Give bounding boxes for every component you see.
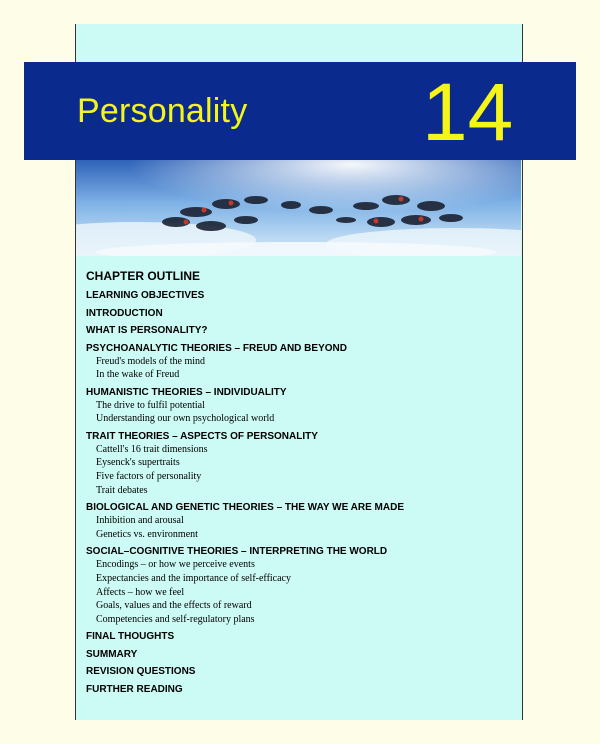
outline-section xyxy=(86,307,506,320)
outline-section xyxy=(86,342,506,382)
outline-subsection[interactable]: Eysenck's supertraits xyxy=(96,457,180,469)
outline-section-title[interactable]: WHAT IS PERSONALITY? xyxy=(86,325,208,336)
outline-section xyxy=(86,324,506,337)
outline-section xyxy=(86,648,506,661)
outline-section-title[interactable]: FINAL THOUGHTS xyxy=(86,631,175,643)
outline-section-title[interactable]: LEARNING OBJECTIVES xyxy=(86,290,205,301)
outline-subsection[interactable]: In the wake of Freud xyxy=(96,369,180,381)
outline-subsection[interactable]: Genetics vs. environment xyxy=(96,528,198,540)
outline-section-title[interactable]: INTRODUCTION xyxy=(86,307,163,319)
outline-section-title[interactable]: BIOLOGICAL AND GENETIC THEORIES – THE WAY WE ARE MADE xyxy=(86,502,404,514)
outline-section-title[interactable]: HUMANISTIC THEORIES – INDIVIDUALITY xyxy=(86,386,287,398)
outline-subsection[interactable]: Freud's models of the mind xyxy=(96,355,206,367)
outline-subsection[interactable]: Competencies and self-regulatory plans xyxy=(96,613,255,625)
outline-section xyxy=(86,545,506,626)
outline-section xyxy=(86,630,506,643)
outline-section-title[interactable]: SUMMARY xyxy=(86,648,138,660)
outline-section xyxy=(86,386,506,426)
outline-subsection[interactable]: Understanding our own psychological world xyxy=(96,413,275,425)
outline-heading: CHAPTER OUTLINE xyxy=(86,269,200,283)
outline-section xyxy=(86,665,506,678)
outline-subsection[interactable]: Trait debates xyxy=(96,484,148,496)
hero-photo xyxy=(76,160,521,256)
outline-section xyxy=(86,289,506,302)
outline-subsection[interactable]: Inhibition and arousal xyxy=(96,515,184,527)
outline-subsection[interactable]: Expectancies and the importance of self-efficacy xyxy=(96,573,291,585)
outline-subsection[interactable]: Encodings – or how we perceive events xyxy=(96,559,255,571)
outline-section-title[interactable]: PSYCHOANALYTIC THEORIES – FREUD AND BEYOND xyxy=(86,342,347,354)
chapter-number: 14 xyxy=(422,67,514,158)
outline-subsection[interactable]: Affects – how we feel xyxy=(96,586,185,598)
outline-section xyxy=(86,501,506,541)
chapter-outline xyxy=(86,269,506,700)
chapter-title: Personality xyxy=(77,92,248,130)
outline-subsection[interactable]: Five factors of personality xyxy=(96,471,202,483)
outline-section-title[interactable]: TRAIT THEORIES – ASPECTS OF PERSONALITY xyxy=(86,430,318,442)
outline-section-title[interactable]: REVISION QUESTIONS xyxy=(86,666,196,678)
outline-section-title[interactable]: FURTHER READING xyxy=(86,683,183,695)
outline-section xyxy=(86,683,506,696)
skydivers-formation-image xyxy=(76,160,521,256)
outline-section-title[interactable]: SOCIAL–COGNITIVE THEORIES – INTERPRETING THE WORLD xyxy=(86,546,388,558)
outline-subsection[interactable]: Goals, values and the effects of reward xyxy=(96,600,252,612)
outline-subsection[interactable]: The drive to fulfil potential xyxy=(96,399,205,411)
outline-section xyxy=(86,430,506,497)
outline-subsection[interactable]: Cattell's 16 trait dimensions xyxy=(96,443,208,455)
